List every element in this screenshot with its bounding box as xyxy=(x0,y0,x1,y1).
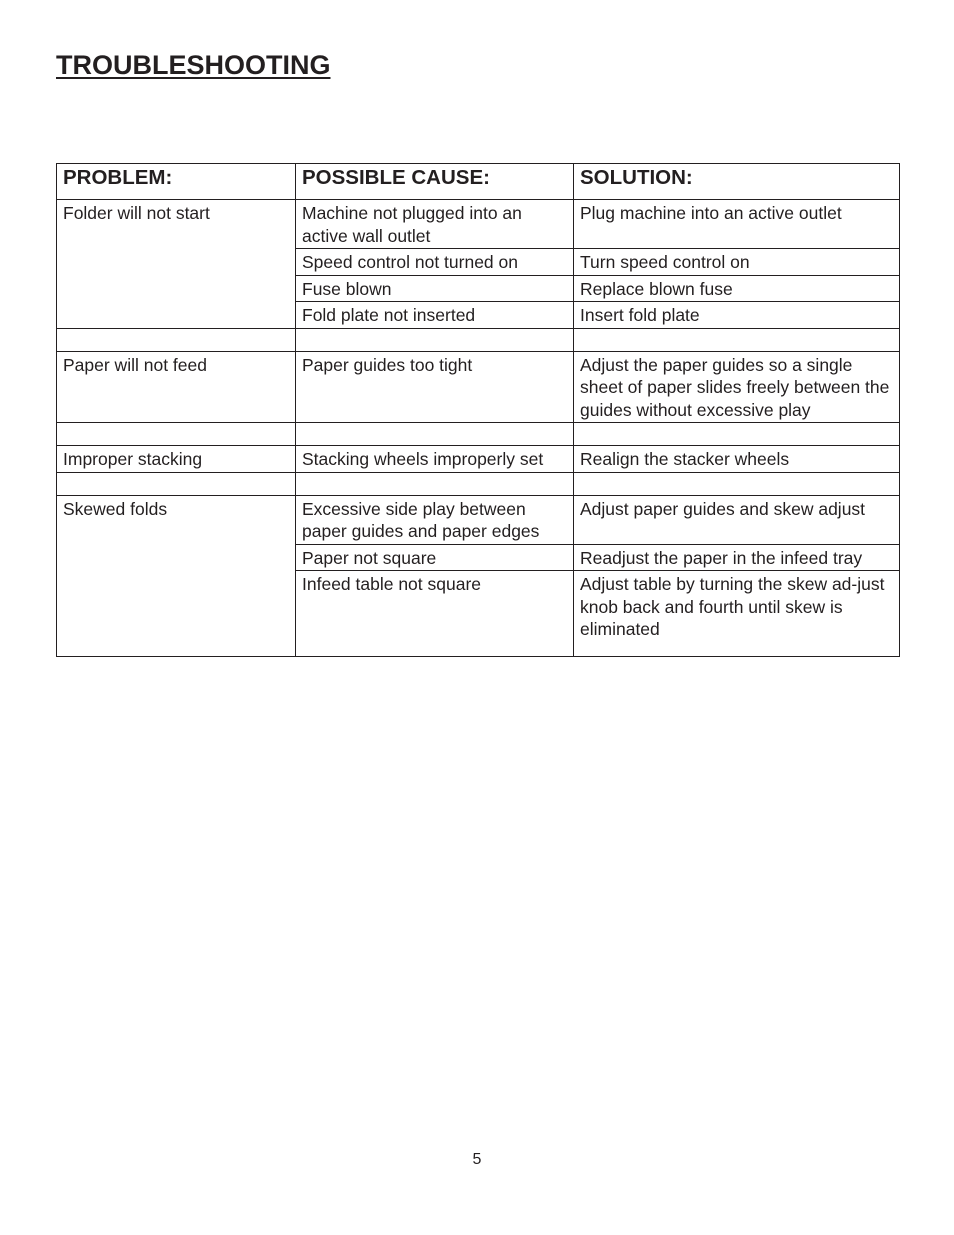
cause-cell: Infeed table not square xyxy=(296,571,574,657)
spacer-row xyxy=(57,423,900,446)
empty-cell xyxy=(57,423,296,446)
solution-cell: Plug machine into an active outlet xyxy=(574,200,900,249)
solution-cell: Readjust the paper in the infeed tray xyxy=(574,544,900,571)
header-possible-cause: POSSIBLE CAUSE: xyxy=(296,164,574,200)
spacer-row xyxy=(57,472,900,495)
problem-cell: Paper will not feed xyxy=(57,351,296,423)
cause-cell: Fold plate not inserted xyxy=(296,302,574,329)
empty-cell xyxy=(296,472,574,495)
table-header-row xyxy=(57,164,900,200)
cause-cell: Machine not plugged into an active wall outlet xyxy=(296,200,574,249)
solution-cell: Adjust paper guides and skew adjust xyxy=(574,495,900,544)
page-title: TROUBLESHOOTING xyxy=(56,50,331,80)
empty-cell xyxy=(296,423,574,446)
cause-cell: Speed control not turned on xyxy=(296,249,574,276)
problem-cell: Folder will not start xyxy=(57,200,296,329)
table-row xyxy=(57,351,900,423)
table-row xyxy=(57,495,900,544)
cause-cell: Stacking wheels improperly set xyxy=(296,446,574,473)
troubleshooting-table xyxy=(56,163,900,657)
cause-cell: Paper not square xyxy=(296,544,574,571)
empty-cell xyxy=(296,328,574,351)
empty-cell xyxy=(574,328,900,351)
table-row xyxy=(57,200,900,249)
empty-cell xyxy=(57,328,296,351)
solution-cell: Adjust table by turning the skew ad-just knob back and fourth until skew is eliminated xyxy=(574,571,900,657)
cause-cell: Paper guides too tight xyxy=(296,351,574,423)
empty-cell xyxy=(574,472,900,495)
header-solution: SOLUTION: xyxy=(574,164,900,200)
page-number: 5 xyxy=(472,1151,482,1168)
cause-cell: Fuse blown xyxy=(296,275,574,302)
empty-cell xyxy=(57,472,296,495)
empty-cell xyxy=(574,423,900,446)
cause-cell: Excessive side play between paper guides and paper edges xyxy=(296,495,574,544)
solution-cell: Realign the stacker wheels xyxy=(574,446,900,473)
solution-cell: Replace blown fuse xyxy=(574,275,900,302)
problem-cell: Skewed folds xyxy=(57,495,296,657)
solution-cell: Adjust the paper guides so a single sheet of paper slides freely between the guides without excessive play xyxy=(574,351,900,423)
problem-cell: Improper stacking xyxy=(57,446,296,473)
table-row xyxy=(57,446,900,473)
spacer-row xyxy=(57,328,900,351)
solution-cell: Turn speed control on xyxy=(574,249,900,276)
solution-cell: Insert fold plate xyxy=(574,302,900,329)
header-problem: PROBLEM: xyxy=(57,164,296,200)
